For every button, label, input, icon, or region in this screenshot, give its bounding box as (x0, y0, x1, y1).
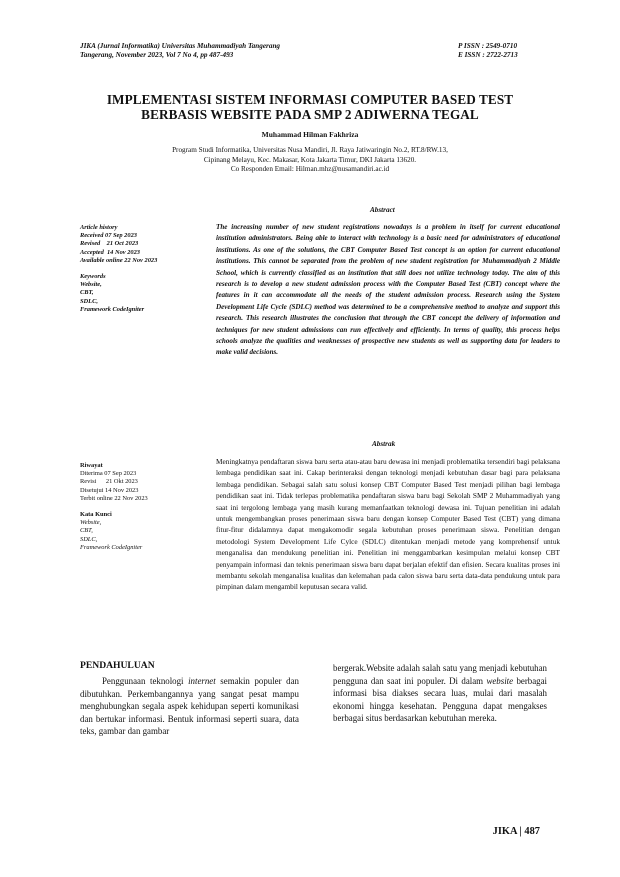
introduction-col2 (333, 662, 547, 725)
journal-name: JIKA (Jurnal Informatika) Universitas Muhammadiyah Tangerang (80, 42, 281, 50)
journal-header (80, 42, 280, 60)
revised-date: Revisi 21 Okt 2023 (80, 478, 138, 486)
article-info-id (80, 462, 210, 552)
affiliation (60, 146, 560, 175)
issn-block (458, 42, 518, 60)
affiliation-line-1: Program Studi Informatika, Universitas Nusa Mandiri, Jl. Raya Jatiwaringin No.2, RT.8/RW.13, (172, 146, 448, 154)
available-date: Available online 22 Nov 2023 (80, 256, 158, 264)
print-issn: P ISSN : 2549-0710 (458, 42, 518, 50)
text-run: semakin populer dan dibutuhkan. Perkembangannya yang sangat pesat mampu menghubungkan segala aspek kehidupan seperti komunikasi dan bertukar informasi. Bentuk informasi seperti suara, data teks, gambar dan gambar (80, 676, 299, 737)
abstract-en-heading: Abstract (370, 206, 395, 214)
accepted-date: Accepted 14 Nov 2023 (80, 248, 140, 256)
text-run: berbagai informasi bisa diakses secara luas, mulai dari masalah ekonomi hingga kesehatan. Pengguna dapat mengakses berbagai situs berdasarkan kebutuhan mereka. (333, 675, 547, 724)
keyword: Website, (80, 281, 102, 289)
keyword: Framework CodeIgniter (80, 543, 143, 551)
revised-date: Revised 21 Oct 2023 (80, 240, 139, 248)
keyword: SDLC, (80, 297, 98, 305)
italic-term: website (486, 675, 514, 686)
title-line-2: BERBASIS WEBSITE PADA SMP 2 ADIWERNA TEGAL (141, 107, 479, 122)
keyword: CBT, (80, 289, 94, 297)
keyword: SDLC, (80, 535, 98, 543)
available-date: Terbit online 22 Nov 2023 (80, 494, 148, 502)
text-run: bergerak.Website adalah salah satu yang menjadi kebutuhan pengguna dan saat ini populer. Di dalam (333, 663, 547, 686)
text-run: Penggunaan teknologi (102, 676, 189, 686)
abstract-en-text: The increasing number of new student registrations nowadays is a problem in itself for current educational institution administrators. Being able to interact with technology is a basic need for administrators of educational institutions. As one of the solutions, the CBT Computer Based Test concept is an option for current educational institutions. This cannot be separated from the problem of new student registration for Muhammadiyah 2 Middle School, which is currently classified as an institution that still does not utilize technology today. The aim of this research is to develop a new student admission process with the Computer Based Test (CBT) concept where the features in it can accommodate all the needs of the student admission process. Research using the System Development Life Cycle (SDLC) method was determined to be a comprehensive method to analyze and support this research. This research illustrates the conclusion that through the CBT concept the delivery of information and techniques for new student admissions can run effectively and efficiently. In terms of quality, this process helps schools analyze the qualities and weaknesses of prospective new students as well as supporting data for leaders to make valid decisions. (216, 223, 560, 357)
article-info-en (80, 224, 210, 314)
corresponding-email: Co Responden Email: Hilman.mhz@nusamandiri.ac.id (230, 165, 390, 173)
paper-title (60, 92, 560, 122)
history-label: Riwayat (80, 462, 103, 469)
keywords-label: Kata Kunci (80, 511, 112, 519)
journal-volume: Tangerang, November 2023, Vol 7 No 4, pp 487-493 (80, 51, 234, 59)
received-date: Received 07 Sep 2023 (80, 232, 137, 240)
affiliation-line-2: Cipinang Melayu, Kec. Makasar, Kota Jakarta Timur, DKI Jakarta 13620. (203, 155, 417, 164)
received-date: Diterima 07 Sep 2023 (80, 470, 137, 478)
keyword: Website, (80, 519, 102, 527)
author-name: Muhammad Hilman Fakhriza (261, 130, 359, 139)
keywords-label: Keywords (80, 273, 106, 281)
introduction-heading: PENDAHULUAN (80, 660, 155, 671)
keyword: Framework CodeIgniter (80, 305, 145, 313)
page-number: JIKA | 487 (492, 826, 540, 837)
introduction-col1 (80, 675, 299, 738)
title-line-1: IMPLEMENTASI SISTEM INFORMASI COMPUTER BASED TEST (106, 92, 514, 107)
electronic-issn: E ISSN : 2722-2713 (458, 51, 518, 59)
abstract-id-text: Meningkatnya pendaftaran siswa baru serta atau-atau baru dewasa ini menjadi problematika tersendiri bagi pelaksana lembaga pendidikan saat ini. Cakap berinteraksi dengan teknologi menjadi kebutuhan dasar bagi para pelaksana lembaga pendidikan. Sebagai salah satu solusi konsep CBT Computer Based Test menjadi pilihan bagi lembaga pendidikan saat ini. Tidak terlepas problematika pendaftaran siswa baru bagi Sekolah SMP 2 Muhammadiyah yang saat ini tergolong lembaga yang masih kurang memanfaatkan teknologi dewasa ini. Tujuan penelitian ini adalah untuk mengembangkan proses penerimaan siswa baru dengan konsep Computer Based Test (CBT) yang dimana fitur-fitur didalamnya dapat mengakomodir segala kebutuhan proses penerimaan siswa. Penelitian dengan metodologi System Development Life Cylce (SDLC) ditentukan menjadi metode yang komprehensif untuk menganalisa dan mendukung penelitian ini. Penelitian ini menggambarkan kesimpulan melalui konsep CBT penyampain informasi dan teknis penerimaan siswa baru dapat berjalan efektif dan efisien. Secara kualitas proses ini membantu sekolah menganalisa kualitas dan kelemahan pada calon siswa baru serta data-data pendukung untuk para pimpinan dalam mengambil keputusan secara valid. (216, 457, 560, 592)
italic-term: internet (188, 676, 216, 686)
accepted-date: Disetujui 14 Nov 2023 (80, 486, 139, 494)
history-label: Article history (80, 224, 118, 231)
abstract-id-heading: Abstrak (372, 440, 396, 448)
keyword: CBT, (80, 527, 93, 535)
